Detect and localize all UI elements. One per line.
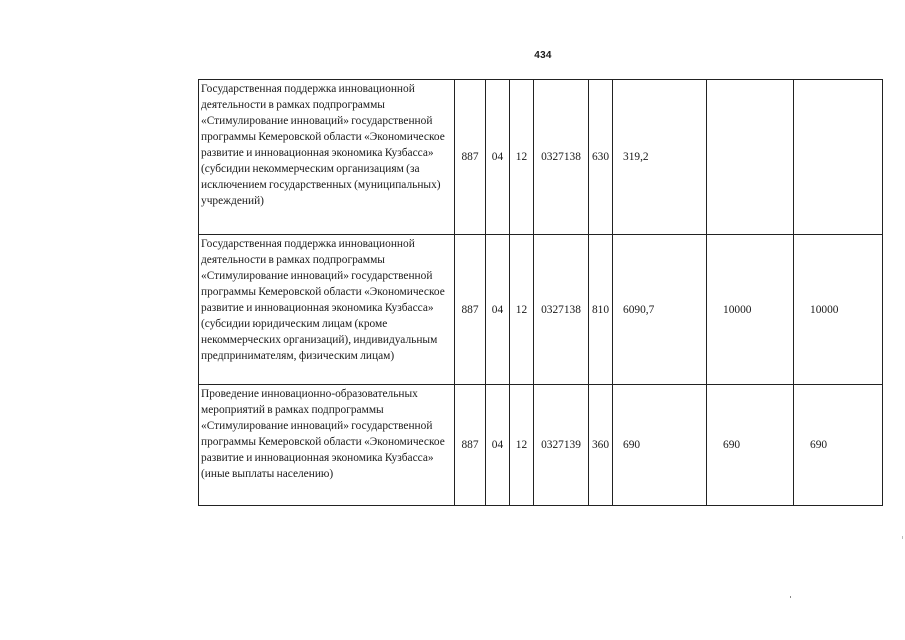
table-row <box>199 385 883 506</box>
target-article-code: 0327139 <box>534 385 589 506</box>
table-row <box>199 235 883 385</box>
ministry-code: 887 <box>455 385 486 506</box>
target-article-code: 0327138 <box>534 235 589 385</box>
table-row <box>199 80 883 235</box>
row-description: Проведение инновационно-образовательных мероприятий в рамках подпрограммы «Стимулирование инноваций» государственной программы Кемеровской области «Экономическое развитие и инновационная экономика Кузбасса» (иные выплаты населению) <box>199 385 455 506</box>
subsection-code: 12 <box>510 385 534 506</box>
subsection-code: 12 <box>510 80 534 235</box>
amount-year-2: 690 <box>707 385 794 506</box>
amount-year-2 <box>707 80 794 235</box>
section-code: 04 <box>486 385 510 506</box>
expense-type-code: 630 <box>589 80 613 235</box>
page-number: 434 <box>534 50 552 61</box>
row-description: Государственная поддержка инновационной деятельности в рамках подпрограммы «Стимулирование инноваций» государственной программы Кемеровской области «Экономическое развитие и инновационная экономика Кузбасса» (субсидии юридическим лицам (кроме некоммерческих организаций), индивидуальным предпринимателям, физическим лицам) <box>199 235 455 385</box>
scan-artifact <box>902 536 903 539</box>
amount-year-1: 6090,7 <box>613 235 707 385</box>
ministry-code: 887 <box>455 235 486 385</box>
section-code: 04 <box>486 235 510 385</box>
amount-year-3: 10000 <box>794 235 883 385</box>
target-article-code: 0327138 <box>534 80 589 235</box>
section-code: 04 <box>486 80 510 235</box>
expense-type-code: 360 <box>589 385 613 506</box>
amount-year-3 <box>794 80 883 235</box>
scan-artifact <box>790 596 791 598</box>
amount-year-2: 10000 <box>707 235 794 385</box>
amount-year-3: 690 <box>794 385 883 506</box>
expense-type-code: 810 <box>589 235 613 385</box>
row-description: Государственная поддержка инновационной деятельности в рамках подпрограммы «Стимулирование инноваций» государственной программы Кемеровской области «Экономическое развитие и инновационная экономика Кузбасса» (субсидии некоммерческим организациям (за исключением государственных (муниципальных) учреждений) <box>199 80 455 235</box>
amount-year-1: 690 <box>613 385 707 506</box>
subsection-code: 12 <box>510 235 534 385</box>
ministry-code: 887 <box>455 80 486 235</box>
amount-year-1: 319,2 <box>613 80 707 235</box>
budget-table <box>198 79 883 506</box>
